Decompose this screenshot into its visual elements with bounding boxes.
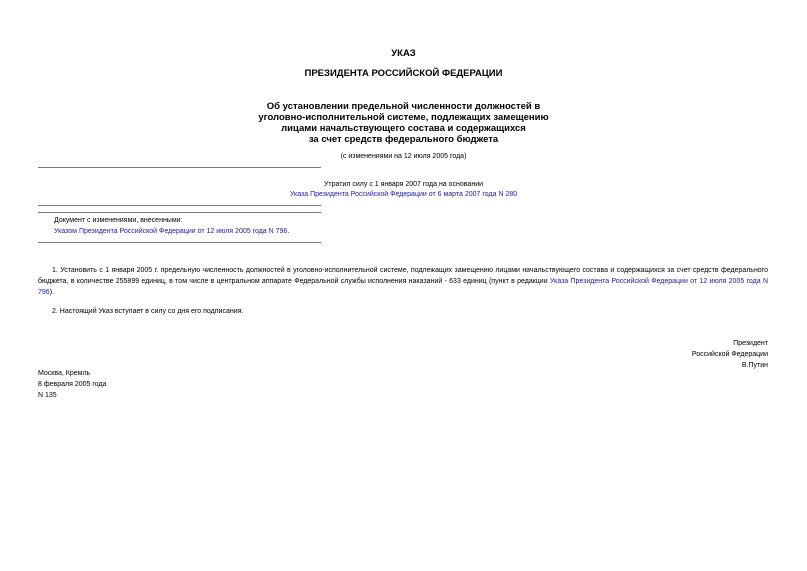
divider (38, 167, 321, 168)
validity-note: Утратил силу с 1 января 2007 года на основании (323, 181, 484, 188)
paragraph-1-amendment-link[interactable]: Указа Президента Российской Федерации от 12 июля 2005 года N 796 (38, 278, 769, 296)
divider (38, 242, 321, 243)
amending-decree-link[interactable]: Указом Президента Российской Федерации от 12 июля 2005 года N 796 (54, 228, 288, 235)
paragraph-1 (38, 265, 768, 298)
document-title-line: лицами начальствующего состава и содержащихся (281, 123, 526, 134)
divider (38, 212, 321, 213)
signature-line: Российской Федерации (691, 351, 768, 358)
divider (38, 205, 321, 206)
paragraph-2-text: 2. Настоящий Указ вступает в силу со дня его подписания. (52, 308, 244, 315)
document-type-heading: УКАЗ (391, 48, 416, 59)
place-date-block (38, 368, 238, 401)
amendments-label: Документ с изменениями, внесенными: (54, 217, 183, 224)
signature-line: В.Путин (741, 362, 768, 369)
validity-link-row (0, 189, 807, 200)
document-title-line: за счет средств федерального бюджета (308, 134, 499, 145)
amendments-link-row (54, 226, 354, 237)
paragraph-2 (38, 306, 768, 317)
issuer-heading: ПРЕЗИДЕНТА РОССИЙСКОЙ ФЕДЕРАЦИИ (304, 68, 503, 79)
amendments-link-suffix: . (287, 228, 290, 235)
document-title (0, 101, 807, 145)
document-title-line: уголовно-исполнительной системе, подлежащих замещению (258, 112, 549, 123)
date-line: 8 февраля 2005 года (38, 381, 107, 388)
number-line: N 135 (38, 392, 57, 399)
paragraph-1-suffix: ). (49, 289, 54, 296)
paragraph-1-body: 1. Установить с 1 января 2005 г. предельную численность должностей в уголовно-исполнительной системе, подлежащих замещению лицами начальствующего состава и содержащихся за счет средств федерального бюджета, в количестве 255899 единиц, в том числе в центральном аппарате Федеральной службы исполнения наказаний - 633 единиц (пункт в редакции (38, 267, 768, 285)
repealing-decree-link[interactable]: Указа Президента Российской Федерации от 6 марта 2007 года N 280 (289, 191, 518, 198)
signature-block (560, 338, 768, 371)
place-line: Москва, Кремль (38, 370, 91, 377)
paragraph-1-text (38, 265, 768, 298)
document-title-line: Об установлении предельной численности должностей в (266, 101, 541, 112)
amended-note: (с изменениями на 12 июля 2005 года) (340, 153, 467, 160)
signature-line: Президент (733, 340, 768, 347)
